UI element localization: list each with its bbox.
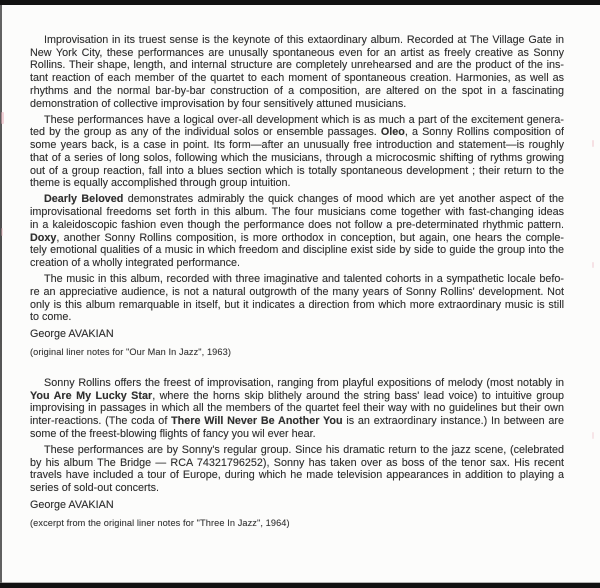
- text-line: [30, 402, 564, 415]
- text-line: [30, 311, 564, 324]
- section-three-in-jazz-notes: [30, 377, 564, 530]
- text-run: inter-reactions. (The coda of: [30, 414, 172, 427]
- page-top-edge: [0, 0, 600, 5]
- paragraph: [30, 34, 564, 110]
- text-line: [30, 114, 564, 127]
- text-run: by his album The Bridge — RCA 74321796252), Sonny has taken over as boss of the tenor sax. His recent: [30, 456, 564, 469]
- text-line: [30, 219, 564, 232]
- text-line: [30, 444, 564, 457]
- song-title: You Are My Lucky Star: [30, 389, 153, 402]
- text-line: [30, 72, 564, 85]
- text-run: only is this album remarquable in itself, but it indicates a direction from which more extraordinary music is still: [30, 298, 564, 311]
- source-note: (excerpt from the original liner notes for "Three In Jazz", 1964): [30, 517, 290, 528]
- text-line: [30, 257, 564, 270]
- text-line: [30, 206, 564, 219]
- text-line: [30, 139, 564, 152]
- text-run: The music in this album, recorded with three imaginative and talented cohorts in a sympathetic locale befo-: [44, 273, 564, 286]
- text-line: [30, 98, 564, 111]
- paragraph: [30, 273, 564, 324]
- text-run: that of a series of long solos, following which the musicians, through a microcosmic shifting of rythms growing: [30, 151, 564, 164]
- text-run: Improvisation in its truest sense is the keynote of this extaordinary album. Recorded at The Village Gate in: [44, 34, 564, 46]
- text-run: some years back, is a case in point. Its form—after an unusually free introduction and statement—is roughly: [30, 139, 564, 152]
- text-run: Sonny Rollins offers the freest of improvisation, ranging from playful expositions of melody (most notably in: [44, 376, 564, 389]
- text-run: tely emotional qualities of a music in which freedom and discipline exist side by side to guide the group into the: [30, 244, 564, 257]
- text-run: tant reaction of each member of the quartet to each moment of spontaneous creation. Harmonies, as well as: [30, 72, 564, 85]
- author-name: George AVAKIAN: [30, 327, 114, 340]
- text-run: , a Sonny Rollins composition of: [404, 126, 564, 139]
- scan-artifact: [1, 112, 4, 124]
- scan-artifact: [592, 432, 594, 439]
- page-bottom-edge: [0, 583, 600, 588]
- song-title: Oleo: [380, 126, 405, 139]
- text-line: [30, 299, 564, 312]
- scan-artifact: [592, 140, 594, 147]
- text-run: out of a group reaction, fall into a blues section which is totally spontaneous development ; their return to the: [30, 164, 564, 177]
- text-line: [30, 377, 564, 390]
- paragraph: [30, 114, 564, 190]
- page-left-edge: [0, 5, 2, 583]
- text-run: re an appreciative audience, is not a natural outgrowth of the many years of Sonny Rollins' development. Not: [30, 285, 564, 298]
- text-run: is an extraordinary instance.) In between are: [342, 414, 564, 427]
- text-run: These performances are by Sonny's regular group. Since his dramatic return to the jazz scene, (celebrated: [44, 443, 564, 456]
- text-run: improvising in passages in which all the members of the quartet feel their way with no guidelines but their own: [30, 402, 564, 415]
- source-note: (original liner notes for "Our Man In Jazz", 1963): [30, 347, 231, 358]
- text-run: rhythms and the normal bar-by-bar construction of a composition, are altered on the spot in a fascinating: [30, 84, 564, 97]
- text-run: travels have included a tour of Europe, during which he made television appearances in addition to playing a: [30, 469, 564, 482]
- text-run: some of the freest-blowing flights of fancy you wil ever hear.: [30, 427, 316, 440]
- text-line: [30, 244, 564, 257]
- text-run: ted by the group as any of the individual solos or ensemble passages.: [30, 126, 381, 139]
- text-line: [30, 469, 564, 482]
- text-line: [30, 34, 564, 47]
- text-run: improvisational freedoms set forth in this album. The four musicians come together with fast-changing ideas: [30, 206, 564, 219]
- text-line: [30, 273, 564, 286]
- text-run: Rollins. Their shape, length, and internal structure are completely unrehearsed and are the product of the ins-: [30, 59, 564, 72]
- text-line: [30, 47, 564, 60]
- text-run: in a kaleidoscopic fashion even though the performance does not follow a pre-determinated rhythmic pattern.: [30, 218, 564, 231]
- paragraph: [30, 377, 564, 441]
- text-line: [30, 177, 564, 190]
- text-line: [30, 152, 564, 165]
- paragraph-group: [30, 34, 564, 324]
- text-run: series of sold-out concerts.: [30, 482, 160, 494]
- scan-artifact: [592, 262, 594, 268]
- scan-artifact: [1, 228, 3, 236]
- text-line: [30, 415, 564, 428]
- text-run: demonstration of collective improvisation by four sensitively attuned musicians.: [30, 97, 407, 110]
- text-line: [30, 85, 564, 98]
- section-our-man-in-jazz-notes: [30, 34, 564, 359]
- paragraph-group: [30, 377, 564, 495]
- text-run: , where the horns skip blithely around the string bass' lead voice) to intuitive group: [152, 389, 564, 402]
- text-run: These performances have a logical over-all development which is as much a part of the excitement genera-: [44, 113, 564, 126]
- text-run: demonstrates admirably the quick changes of mood which are yet another aspect of the: [123, 193, 564, 206]
- paragraph: [30, 193, 564, 269]
- song-title: There Will Never Be Another You: [171, 414, 343, 427]
- text-line: [30, 390, 564, 403]
- text-line: [30, 232, 564, 245]
- author-name: George AVAKIAN: [30, 498, 114, 511]
- text-line: [30, 428, 564, 441]
- text-line: [30, 286, 564, 299]
- text-line: [30, 165, 564, 178]
- text-run: creation of a wholly integrated performance.: [30, 256, 241, 269]
- text-run: , another Sonny Rollins composition, is more orthodox in conception, but again, one hears the comple-: [56, 231, 564, 244]
- song-title: Doxy: [30, 231, 57, 244]
- song-title: Dearly Beloved: [44, 193, 124, 206]
- text-line: [30, 482, 564, 495]
- liner-notes-content: [30, 34, 564, 530]
- text-run: theme is equally accomplished through group intuition.: [30, 177, 291, 190]
- text-line: [30, 457, 564, 470]
- paragraph: [30, 444, 564, 495]
- text-run: to come.: [30, 311, 72, 324]
- text-run: New York City, these performances are unusally spontaneous even for an artist as freely creative as Sonny: [30, 46, 564, 59]
- text-line: [30, 193, 564, 206]
- text-line: [30, 126, 564, 139]
- text-line: [30, 59, 564, 72]
